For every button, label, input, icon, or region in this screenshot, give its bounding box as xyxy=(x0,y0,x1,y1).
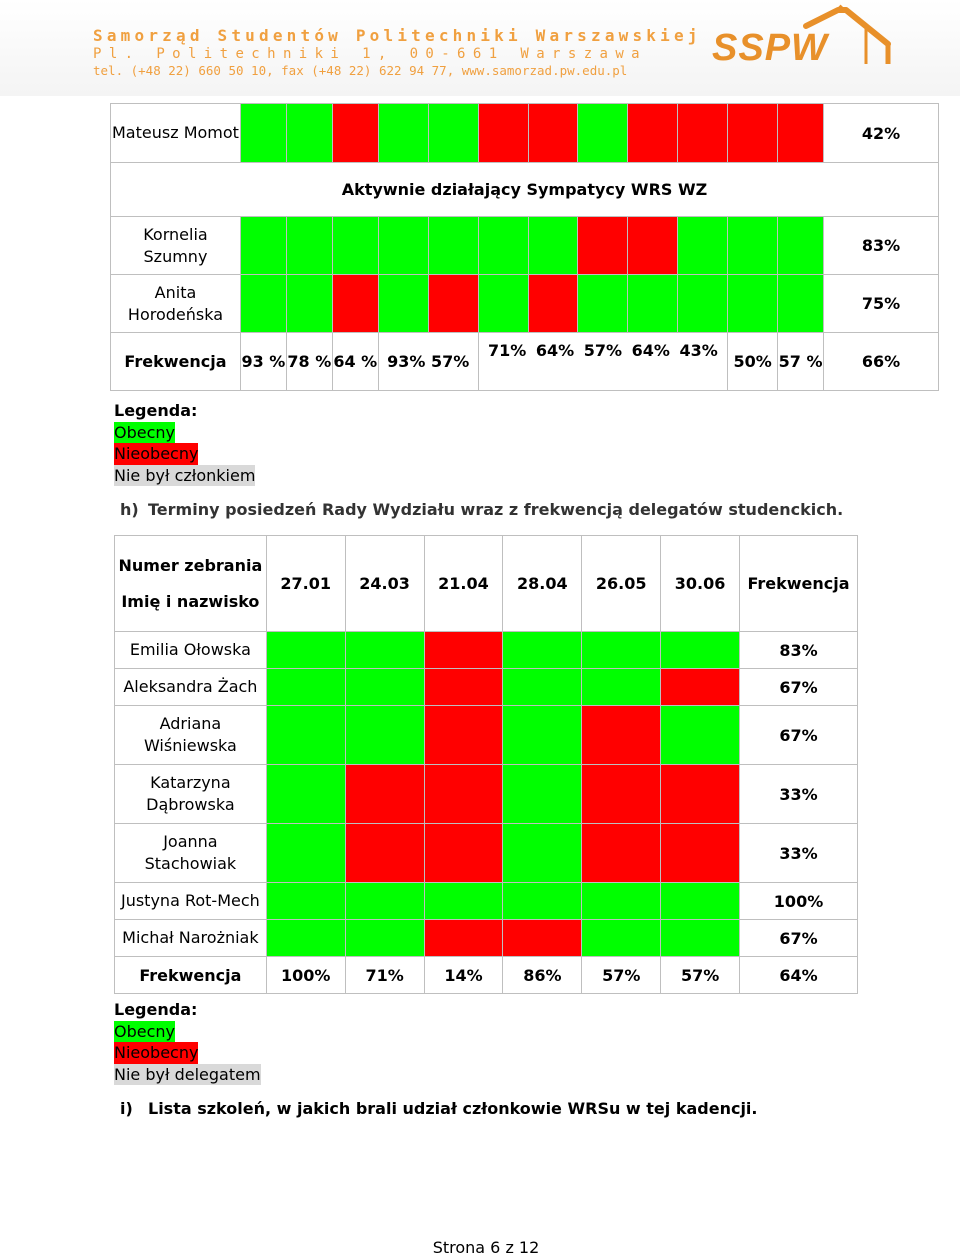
status-present-cell xyxy=(728,217,778,275)
date-header: 21.04 xyxy=(424,536,503,632)
status-absent-cell xyxy=(528,275,578,333)
attendance-value: 71% xyxy=(487,341,527,360)
status-present-cell xyxy=(266,824,345,883)
attendance-cell: 57 % xyxy=(778,333,824,391)
attendance-cell-group xyxy=(478,333,728,391)
attendance-total: 66% xyxy=(824,333,939,391)
status-absent-cell xyxy=(728,104,778,163)
status-present-cell xyxy=(240,217,286,275)
member-name: Katarzyna Dąbrowska xyxy=(115,765,267,824)
status-absent-cell xyxy=(778,104,824,163)
status-present-cell xyxy=(578,275,628,333)
attendance-header: Frekwencja xyxy=(740,536,858,632)
status-absent-cell xyxy=(424,824,503,883)
attendance-label: Frekwencja xyxy=(111,333,241,391)
member-name: Michał Narożniak xyxy=(115,920,267,957)
status-present-cell xyxy=(503,632,582,669)
status-present-cell xyxy=(661,883,740,920)
status-present-cell xyxy=(582,883,661,920)
status-absent-cell xyxy=(582,706,661,765)
status-present-cell xyxy=(578,104,628,163)
status-present-cell xyxy=(503,669,582,706)
section-title: Terminy posiedzeń Rady Wydziału wraz z frekwencją delegatów studenckich. xyxy=(148,500,844,519)
status-absent-cell xyxy=(678,104,728,163)
member-name: Joanna Stachowiak xyxy=(115,824,267,883)
attendance-cell: 78 % xyxy=(286,333,332,391)
status-present-cell xyxy=(266,883,345,920)
org-name: Samorząd Studentów Politechniki Warszawskiej xyxy=(93,26,702,45)
legend-not-member: Nie był członkiem xyxy=(114,465,256,485)
date-header: 27.01 xyxy=(266,536,345,632)
status-present-cell xyxy=(478,217,528,275)
attendance-percent: 67% xyxy=(740,706,858,765)
attendance-cell: 64 % xyxy=(332,333,378,391)
status-present-cell xyxy=(503,824,582,883)
status-present-cell xyxy=(678,275,728,333)
logo-text: SSPW xyxy=(712,27,828,69)
attendance-percent: 100% xyxy=(740,883,858,920)
status-present-cell xyxy=(728,275,778,333)
status-absent-cell xyxy=(345,765,424,824)
status-absent-cell xyxy=(582,765,661,824)
status-present-cell xyxy=(428,104,478,163)
attendance-cell: 50% xyxy=(728,333,778,391)
section-i-heading xyxy=(120,1099,758,1118)
member-name: Aleksandra Żach xyxy=(115,669,267,706)
status-present-cell xyxy=(266,706,345,765)
status-present-cell xyxy=(582,920,661,957)
council-attendance-table xyxy=(114,535,858,994)
status-present-cell xyxy=(345,883,424,920)
table-row xyxy=(111,217,939,275)
status-absent-cell xyxy=(424,920,503,957)
legend-absent: Nieobecny xyxy=(114,1043,199,1062)
status-present-cell xyxy=(378,275,428,333)
header-name: Imię i nazwisko xyxy=(121,591,260,611)
legend-title: Legenda: xyxy=(114,401,198,420)
attendance-value: 57% xyxy=(430,352,470,371)
member-name: Mateusz Momot xyxy=(111,104,241,163)
status-present-cell xyxy=(286,275,332,333)
status-present-cell xyxy=(503,765,582,824)
attendance-cell: 100% xyxy=(266,957,345,994)
status-absent-cell xyxy=(661,824,740,883)
attendance-row xyxy=(115,957,858,994)
status-absent-cell xyxy=(628,104,678,163)
status-absent-cell xyxy=(503,920,582,957)
attendance-percent: 83% xyxy=(740,632,858,669)
status-absent-cell xyxy=(332,275,378,333)
table-row xyxy=(115,883,858,920)
table-row xyxy=(115,706,858,765)
attendance-value: 64% xyxy=(631,341,670,360)
status-present-cell xyxy=(345,706,424,765)
attendance-cell: 14% xyxy=(424,957,503,994)
status-absent-cell xyxy=(424,669,503,706)
status-present-cell xyxy=(378,104,428,163)
attendance-value: 64% xyxy=(535,341,575,360)
status-absent-cell xyxy=(424,706,503,765)
legend-absent: Nieobecny xyxy=(114,444,199,463)
table-row xyxy=(115,669,858,706)
status-absent-cell xyxy=(661,669,740,706)
attendance-percent: 33% xyxy=(740,824,858,883)
status-present-cell xyxy=(661,632,740,669)
attendance-value: 43% xyxy=(679,341,718,360)
status-present-cell xyxy=(478,275,528,333)
attendance-cell: 57% xyxy=(661,957,740,994)
svg-text:SSPW xyxy=(712,27,830,69)
status-absent-cell xyxy=(345,824,424,883)
attendance-percent: 67% xyxy=(740,920,858,957)
table-row xyxy=(115,920,858,957)
status-absent-cell xyxy=(428,275,478,333)
status-present-cell xyxy=(266,669,345,706)
attendance-cell: 86% xyxy=(503,957,582,994)
status-present-cell xyxy=(528,217,578,275)
status-present-cell xyxy=(240,104,286,163)
attendance-percent: 75% xyxy=(824,275,939,333)
status-present-cell xyxy=(240,275,286,333)
status-absent-cell xyxy=(578,217,628,275)
attendance-cell: 93 % xyxy=(240,333,286,391)
org-contact: tel. (+48 22) 660 50 10, fax (+48 22) 622 94 77, www.samorzad.pw.edu.pl xyxy=(93,63,628,78)
header-meeting-number: Numer zebrania xyxy=(118,555,263,575)
attendance-percent: 83% xyxy=(824,217,939,275)
table-row xyxy=(115,632,858,669)
status-absent-cell xyxy=(628,217,678,275)
legend-delegates xyxy=(114,999,261,1085)
status-present-cell xyxy=(266,632,345,669)
status-present-cell xyxy=(582,669,661,706)
member-name: Adriana Wiśniewska xyxy=(115,706,267,765)
table-row xyxy=(115,824,858,883)
section-h-heading xyxy=(120,500,843,519)
status-present-cell xyxy=(628,275,678,333)
status-absent-cell xyxy=(478,104,528,163)
status-present-cell xyxy=(266,765,345,824)
status-present-cell xyxy=(778,217,824,275)
status-present-cell xyxy=(778,275,824,333)
status-present-cell xyxy=(428,217,478,275)
status-present-cell xyxy=(661,706,740,765)
date-header: 26.05 xyxy=(582,536,661,632)
status-present-cell xyxy=(661,920,740,957)
attendance-row xyxy=(111,333,939,391)
attendance-percent: 42% xyxy=(824,104,939,163)
attendance-cell: 71% xyxy=(345,957,424,994)
date-header: 30.06 xyxy=(661,536,740,632)
legend-not-delegate: Nie był delegatem xyxy=(114,1064,261,1084)
status-present-cell xyxy=(345,632,424,669)
status-absent-cell xyxy=(424,765,503,824)
legend-title: Legenda: xyxy=(114,1000,198,1019)
member-name: Kornelia Szumny xyxy=(111,217,241,275)
table-header-row xyxy=(115,536,858,632)
member-name: Emilia Ołowska xyxy=(115,632,267,669)
legend-present: Obecny xyxy=(114,1021,175,1041)
attendance-percent: 33% xyxy=(740,765,858,824)
status-present-cell xyxy=(345,920,424,957)
attendance-total: 64% xyxy=(740,957,858,994)
org-address: Pl. Politechniki 1, 00-661 Warszawa xyxy=(93,46,648,62)
status-absent-cell xyxy=(661,765,740,824)
legend-present: Obecny xyxy=(114,422,175,442)
page-header xyxy=(0,0,960,96)
sspw-logo xyxy=(710,4,910,76)
attendance-cell: 57% xyxy=(582,957,661,994)
section-label: h) xyxy=(120,500,139,519)
table-row xyxy=(111,104,939,163)
table-row xyxy=(115,765,858,824)
status-present-cell xyxy=(582,632,661,669)
member-name: Anita Horodeńska xyxy=(111,275,241,333)
page-number: Strona 6 z 12 xyxy=(432,1238,540,1257)
attendance-percent: 67% xyxy=(740,669,858,706)
status-absent-cell xyxy=(582,824,661,883)
group-header: Aktywnie działający Sympatycy WRS WZ xyxy=(111,163,939,217)
date-header: 28.04 xyxy=(503,536,582,632)
status-present-cell xyxy=(678,217,728,275)
legend-members xyxy=(114,400,255,486)
status-absent-cell xyxy=(424,632,503,669)
attendance-cell-pair xyxy=(378,333,478,391)
header-corner xyxy=(115,536,267,632)
status-present-cell xyxy=(286,104,332,163)
status-present-cell xyxy=(378,217,428,275)
status-present-cell xyxy=(266,920,345,957)
status-absent-cell xyxy=(332,104,378,163)
date-header: 24.03 xyxy=(345,536,424,632)
section-label: i) xyxy=(120,1099,133,1118)
status-present-cell xyxy=(503,883,582,920)
status-present-cell xyxy=(332,217,378,275)
member-name: Justyna Rot-Mech xyxy=(115,883,267,920)
attendance-label: Frekwencja xyxy=(115,957,267,994)
attendance-value: 57% xyxy=(583,341,622,360)
status-present-cell xyxy=(503,706,582,765)
section-title: Lista szkoleń, w jakich brali udział członkowie WRSu w tej kadencji. xyxy=(148,1099,758,1118)
status-present-cell xyxy=(345,669,424,706)
status-absent-cell xyxy=(528,104,578,163)
table-row xyxy=(111,275,939,333)
members-table xyxy=(110,103,939,391)
status-present-cell xyxy=(286,217,332,275)
status-present-cell xyxy=(424,883,503,920)
attendance-value: 93% xyxy=(387,352,426,371)
